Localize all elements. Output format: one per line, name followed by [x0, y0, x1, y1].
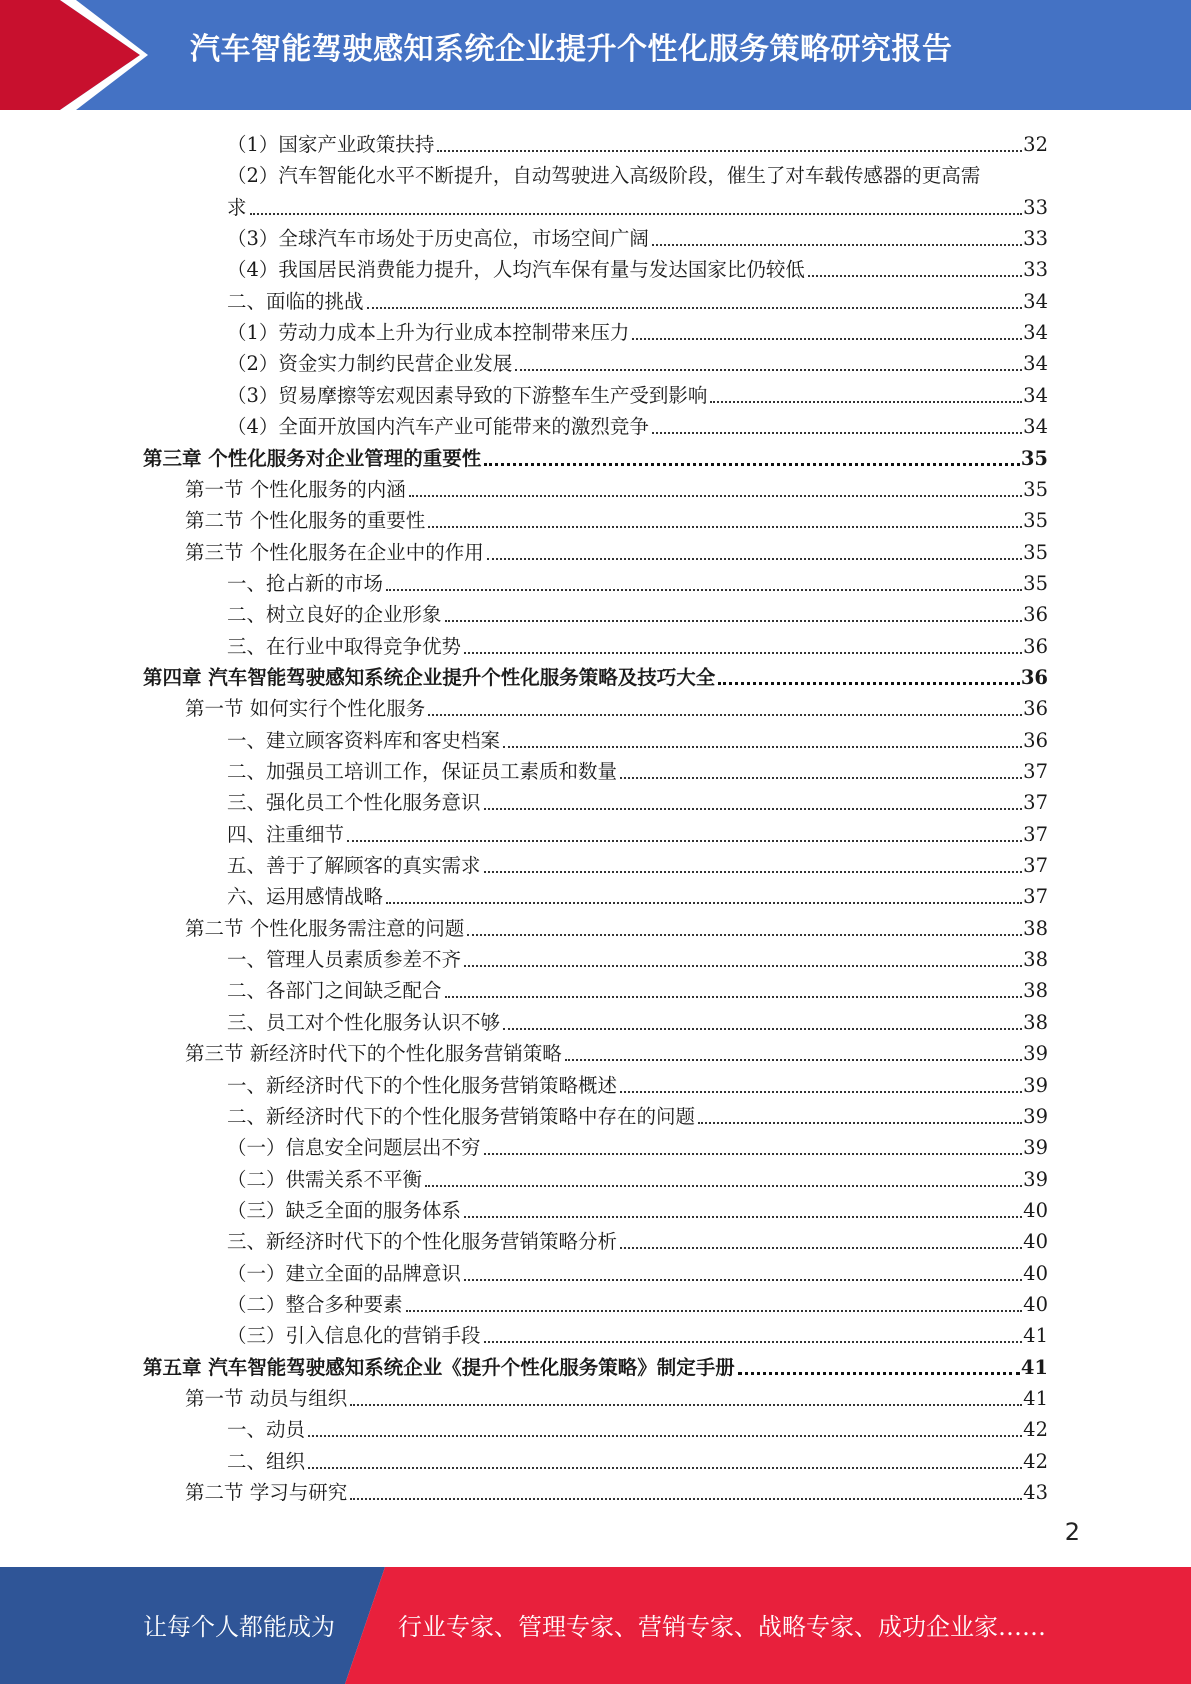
- toc-dot-leader: [484, 1339, 1023, 1343]
- toc-entry-title: 第三节 新经济时代下的个性化服务营销策略: [185, 1042, 562, 1066]
- toc-entry-page: 40: [1023, 1198, 1048, 1222]
- toc-entry-page: 33: [1023, 195, 1048, 219]
- toc-entry-title: （三）引入信息化的营销手段: [227, 1324, 481, 1348]
- toc-entry-title: （1）国家产业政策扶持: [227, 133, 435, 156]
- toc-entry-title: （二）整合多种要素: [227, 1292, 403, 1316]
- toc-entry-page: 40: [1023, 1292, 1048, 1316]
- toc-entry-page: 39: [1023, 1136, 1048, 1160]
- toc-entry-title: 三、在行业中取得竞争优势: [227, 634, 462, 658]
- toc-dot-leader: [428, 524, 1022, 528]
- toc-entry-page: 39: [1023, 1042, 1048, 1066]
- toc-dot-leader: [632, 336, 1022, 340]
- toc-entry[interactable]: [185, 535, 1048, 566]
- toc-dot-leader: [738, 1370, 1020, 1375]
- toc-entry[interactable]: [227, 1099, 1048, 1130]
- toc-entry[interactable]: [185, 911, 1048, 942]
- toc-entry-page: 35: [1023, 540, 1048, 564]
- toc-entry-title: 第一节 如何实行个性化服务: [185, 697, 426, 721]
- toc-entry[interactable]: [185, 1036, 1048, 1067]
- toc-entry-page: 40: [1023, 1261, 1048, 1285]
- toc-entry-title: 六、运用感情战略: [227, 885, 384, 909]
- toc-entry-title: （3）全球汽车市场处于历史高位，市场空间广阔: [227, 227, 649, 251]
- toc-dot-leader: [350, 1402, 1022, 1406]
- toc-entry[interactable]: [227, 1318, 1048, 1349]
- toc-dot-leader: [425, 1183, 1022, 1187]
- toc-entry-title: 一、建立顾客资料库和客史档案: [227, 728, 501, 752]
- toc-entry-title: （一）建立全面的品牌意识: [227, 1261, 462, 1285]
- toc-entry-title: 一、抢占新的市场: [227, 571, 384, 595]
- toc-dot-leader: [409, 493, 1022, 497]
- toc-entry[interactable]: [227, 1444, 1048, 1475]
- toc-dot-leader: [308, 1433, 1022, 1437]
- footer-slogan-left: 让每个人都能成为: [143, 1613, 335, 1641]
- toc-entry-page: 35: [1023, 477, 1048, 501]
- toc-dot-leader: [808, 273, 1022, 277]
- toc-entry-title: 第三章 个性化服务对企业管理的重要性: [143, 446, 482, 470]
- toc-dot-leader: [652, 242, 1022, 246]
- toc-dot-leader: [487, 556, 1022, 560]
- toc-entry-page: 43: [1023, 1481, 1048, 1505]
- toc-entry-title: 一、动员: [227, 1418, 306, 1442]
- toc-entry-page: 38: [1023, 948, 1048, 972]
- toc-entry[interactable]: [227, 817, 1048, 848]
- toc-entry-page: 39: [1023, 1104, 1048, 1128]
- toc-entry-title: （一）信息安全问题层出不穷: [227, 1136, 481, 1160]
- toc-entry[interactable]: [227, 754, 1048, 785]
- footer-slogan-right: 行业专家、管理专家、营销专家、战略专家、成功企业家……: [398, 1613, 1046, 1641]
- toc-entry[interactable]: [227, 785, 1048, 816]
- toc-entry-title: 二、各部门之间缺乏配合: [227, 979, 442, 1003]
- report-title: 汽车智能驾驶感知系统企业提升个性化服务策略研究报告: [190, 32, 953, 67]
- toc-entry-title: 三、强化员工个性化服务意识: [227, 791, 481, 815]
- toc-dot-leader: [484, 869, 1023, 873]
- toc-entry-title: 第五章 汽车智能驾驶感知系统企业《提升个性化服务策略》制定手册: [143, 1355, 735, 1379]
- toc-dot-leader: [464, 1214, 1022, 1218]
- page-number: 2: [1064, 1518, 1080, 1546]
- toc-dot-leader: [467, 932, 1022, 936]
- toc-entry-title: （二）供需关系不平衡: [227, 1167, 423, 1191]
- toc-entry-page: 36: [1020, 665, 1048, 689]
- toc-entry[interactable]: [227, 315, 1048, 346]
- toc-entry-title: 第一节 个性化服务的内涵: [185, 477, 406, 501]
- toc-entry-page: 36: [1023, 697, 1048, 721]
- toc-entry[interactable]: [185, 1381, 1048, 1412]
- toc-dot-leader: [652, 430, 1022, 434]
- toc-entry[interactable]: [227, 1162, 1048, 1193]
- toc-entry[interactable]: [227, 378, 1048, 409]
- toc-entry[interactable]: [227, 221, 1048, 252]
- toc-entry-page: 33: [1023, 227, 1048, 251]
- toc-entry-page: 38: [1023, 1010, 1048, 1034]
- toc-dot-leader: [484, 461, 1020, 466]
- toc-entry-title: （4）全面开放国内汽车产业可能带来的激烈竞争: [227, 415, 649, 439]
- toc-entry-title: 四、注重细节: [227, 822, 345, 846]
- toc-dot-leader: [308, 1465, 1022, 1469]
- toc-entry-title: 五、善于了解顾客的真实需求: [227, 854, 481, 878]
- toc-dot-leader: [464, 963, 1022, 967]
- toc-dot-leader: [437, 148, 1022, 152]
- toc-entry-title: 三、员工对个性化服务认识不够: [227, 1010, 501, 1034]
- toc-dot-leader: [484, 1151, 1023, 1155]
- toc-entry[interactable]: [143, 660, 1048, 691]
- toc-entry-title: 第二节 个性化服务的重要性: [185, 509, 426, 533]
- toc-dot-leader: [484, 806, 1023, 810]
- toc-entry[interactable]: [227, 1256, 1048, 1287]
- toc-entry-page: 37: [1023, 822, 1048, 846]
- toc-entry-page: 41: [1023, 1387, 1048, 1410]
- toc-entry-page: 35: [1020, 446, 1048, 470]
- toc-entry-title: （三）缺乏全面的服务体系: [227, 1198, 462, 1222]
- toc-entry-title: 一、新经济时代下的个性化服务营销策略概述: [227, 1073, 618, 1097]
- toc-entry[interactable]: [227, 1193, 1048, 1224]
- toc-dot-leader: [445, 994, 1023, 998]
- toc-entry-title: 求: [227, 195, 247, 219]
- toc-entry-title: 二、加强员工培训工作，保证员工素质和数量: [227, 760, 618, 783]
- toc-entry-page: 42: [1023, 1449, 1048, 1473]
- toc-entry[interactable]: [227, 723, 1048, 754]
- toc-dot-leader: [620, 1089, 1022, 1093]
- toc-entry[interactable]: [227, 127, 1048, 158]
- toc-entry-page: 38: [1023, 916, 1048, 940]
- toc-entry-title: 第四章 汽车智能驾驶感知系统企业提升个性化服务策略及技巧大全: [143, 665, 716, 689]
- toc-dot-leader: [565, 1057, 1022, 1061]
- toc-entry-page: 38: [1023, 979, 1048, 1003]
- toc-entry[interactable]: [227, 597, 1048, 628]
- toc-entry[interactable]: [227, 1130, 1048, 1161]
- toc-entry-page: 35: [1023, 571, 1048, 595]
- toc-entry-page: 32: [1023, 133, 1048, 156]
- toc-entry-page: 36: [1023, 634, 1048, 658]
- toc-dot-leader: [620, 1245, 1022, 1249]
- toc-entry-page: 35: [1023, 509, 1048, 533]
- toc-entry-page: 34: [1023, 415, 1048, 439]
- toc-entry[interactable]: [227, 973, 1048, 1004]
- toc-entry-title: （3）贸易摩擦等宏观因素导致的下游整车生产受到影响: [227, 383, 708, 407]
- toc-entry-title: 二、新经济时代下的个性化服务营销策略中存在的问题: [227, 1104, 696, 1128]
- toc-entry-page: 37: [1023, 854, 1048, 878]
- page-header: [0, 0, 1191, 110]
- toc-entry-page: 34: [1023, 352, 1048, 376]
- toc-dot-leader: [503, 744, 1022, 748]
- toc-entry-title: 第二节 学习与研究: [185, 1481, 348, 1505]
- toc-entry-page: 34: [1023, 321, 1048, 345]
- toc-entry[interactable]: [185, 1475, 1048, 1506]
- toc-entry-page: 36: [1023, 603, 1048, 627]
- toc-dot-leader: [515, 367, 1022, 371]
- toc-entry-page: 34: [1023, 383, 1048, 407]
- toc-entry[interactable]: [227, 1412, 1048, 1443]
- toc-entry[interactable]: [227, 284, 1048, 315]
- toc-entry-page: 39: [1023, 1073, 1048, 1097]
- toc-entry[interactable]: [143, 1350, 1048, 1381]
- toc-dot-leader: [698, 1120, 1022, 1124]
- toc-entry[interactable]: [185, 472, 1048, 503]
- toc-entry-title: （2）资金实力制约民营企业发展: [227, 352, 513, 376]
- page-footer: [0, 1567, 1191, 1684]
- toc-dot-leader: [250, 211, 1023, 215]
- toc-entry-page: 41: [1023, 1324, 1048, 1348]
- toc-dot-leader: [445, 618, 1023, 622]
- toc-entry-page: 37: [1023, 760, 1048, 783]
- toc-entry[interactable]: [227, 190, 1048, 221]
- toc-entry-page: 37: [1023, 791, 1048, 815]
- toc-dot-leader: [350, 1496, 1022, 1500]
- toc-dot-leader: [347, 838, 1022, 842]
- toc-entry[interactable]: [227, 566, 1048, 597]
- toc-dot-leader: [620, 775, 1022, 779]
- toc-entry[interactable]: [227, 1224, 1048, 1255]
- toc-entry-page: 41: [1020, 1355, 1048, 1379]
- toc-entry[interactable]: [227, 848, 1048, 879]
- toc-entry-page: 34: [1023, 289, 1048, 313]
- toc-entry[interactable]: [143, 441, 1048, 472]
- toc-entry[interactable]: [227, 879, 1048, 910]
- toc-dot-leader: [464, 1277, 1022, 1281]
- toc-entry[interactable]: [227, 1005, 1048, 1036]
- toc-entry-page: 37: [1023, 885, 1048, 909]
- toc-entry[interactable]: [227, 1068, 1048, 1099]
- toc-entry-title: 二、树立良好的企业形象: [227, 603, 442, 627]
- toc-dot-leader: [710, 399, 1022, 403]
- toc-dot-leader: [718, 680, 1020, 685]
- toc-dot-leader: [367, 305, 1023, 309]
- toc-entry-page: 42: [1023, 1418, 1048, 1442]
- toc-entry-title: （4）我国居民消费能力提升，人均汽车保有量与发达国家比仍较低: [227, 258, 805, 282]
- toc-dot-leader: [503, 1026, 1022, 1030]
- toc-entry-title: 二、组织: [227, 1449, 306, 1473]
- toc-entry-title: 第二节 个性化服务需注意的问题: [185, 916, 465, 940]
- header-chevron-decoration: [0, 0, 200, 110]
- toc-entry[interactable]: [185, 691, 1048, 722]
- toc-entry[interactable]: [227, 942, 1048, 973]
- toc-dot-leader: [464, 650, 1022, 654]
- toc-dot-leader: [406, 1308, 1023, 1312]
- toc-entry-title: 二、面临的挑战: [227, 289, 364, 313]
- toc-entry-page: 39: [1023, 1167, 1048, 1191]
- toc-entry-title: 第三节 个性化服务在企业中的作用: [185, 540, 484, 564]
- toc-dot-leader: [386, 900, 1022, 904]
- toc-entry-title: 一、管理人员素质参差不齐: [227, 948, 462, 972]
- toc-entry[interactable]: [227, 346, 1048, 377]
- toc-entry-page: 33: [1023, 258, 1048, 282]
- toc-entry-title: （2）汽车智能化水平不断提升，自动驾驶进入高级阶段，催生了对车载传感器的更高需: [227, 164, 981, 188]
- toc-entry-title: （1）劳动力成本上升为行业成本控制带来压力: [227, 321, 630, 345]
- toc-entry[interactable]: [227, 409, 1048, 440]
- toc-entry-title: 第一节 动员与组织: [185, 1387, 348, 1410]
- toc-entry-page: 36: [1023, 728, 1048, 752]
- toc-entry-page: 40: [1023, 1230, 1048, 1254]
- toc-entry[interactable]: [227, 629, 1048, 660]
- toc-entry[interactable]: [227, 158, 1048, 189]
- toc-dot-leader: [428, 712, 1022, 716]
- toc-entry[interactable]: [227, 252, 1048, 283]
- toc-entry-title: 三、新经济时代下的个性化服务营销策略分析: [227, 1230, 618, 1254]
- toc-dot-leader: [386, 587, 1022, 591]
- toc-entry[interactable]: [227, 1287, 1048, 1318]
- toc-entry[interactable]: [185, 503, 1048, 534]
